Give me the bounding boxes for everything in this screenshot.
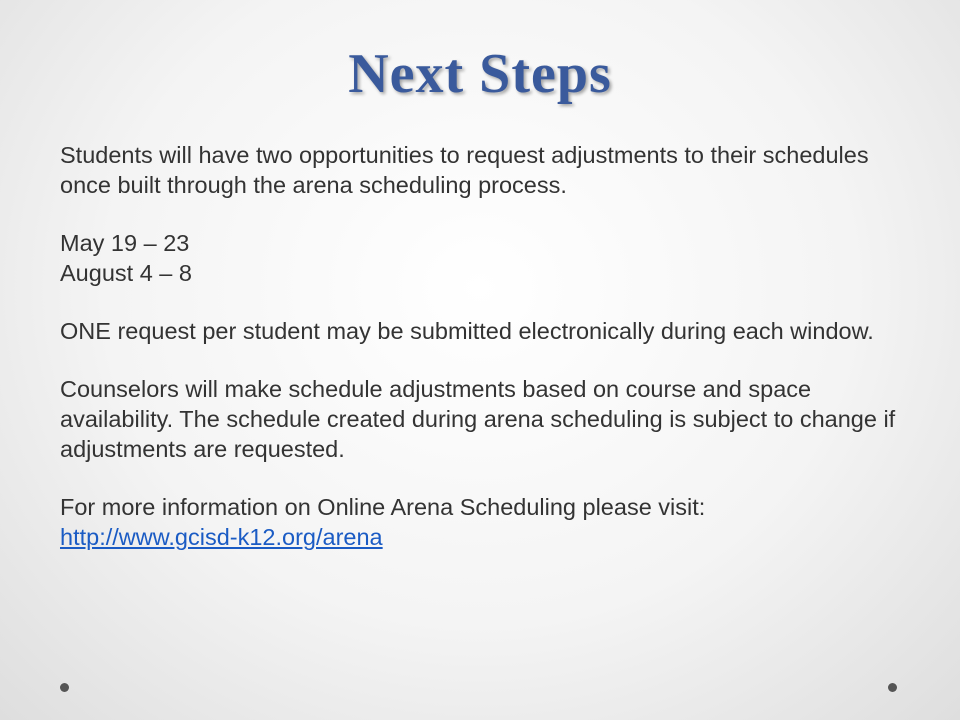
intro-paragraph: Students will have two opportunities to request adjustments to their schedules once built through the arena scheduling process. [60, 142, 869, 198]
slide-title: Next Steps [348, 43, 612, 105]
date-list [60, 228, 900, 288]
decorative-dot-right [888, 683, 897, 692]
request-note: ONE request per student may be submitted electronically during each window. [60, 318, 874, 344]
date-window-2: August 4 – 8 [60, 260, 192, 286]
arena-link[interactable]: http://www.gcisd-k12.org/arena [60, 524, 383, 550]
decorative-dot-left [60, 683, 69, 692]
info-text: For more information on Online Arena Scheduling please visit: [60, 494, 706, 520]
counselors-note: Counselors will make schedule adjustments based on course and space availability. The schedule created during arena scheduling is subject to change if adjustments are requested. [60, 376, 896, 462]
slide-body [60, 140, 900, 580]
info-paragraph [60, 492, 900, 552]
date-window-1: May 19 – 23 [60, 230, 190, 256]
